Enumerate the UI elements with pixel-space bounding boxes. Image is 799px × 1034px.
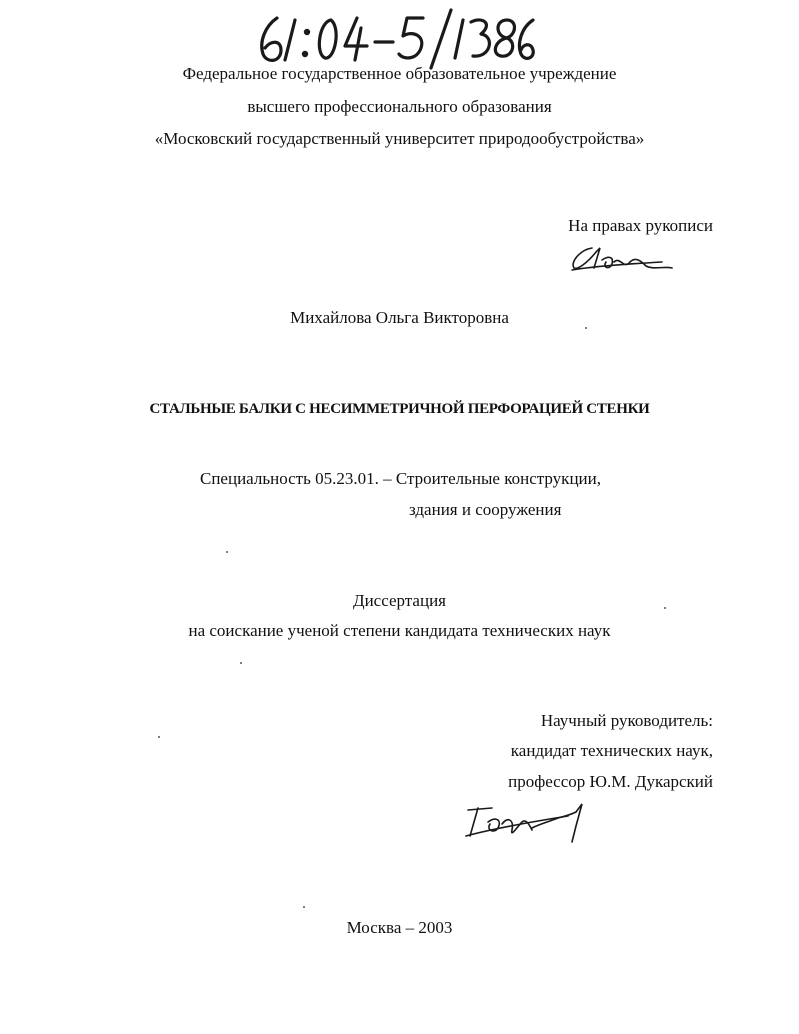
institution-line-1: Федеральное государственное образовательное учреждение [182, 64, 617, 83]
dissertation-degree: на соискание ученой степени кандидата технических наук [188, 621, 611, 640]
scan-speck [158, 736, 160, 738]
scan-speck [226, 551, 228, 553]
scan-speck [303, 906, 305, 908]
institution-line-3: «Московский государственный университет природообустройства» [154, 129, 645, 148]
speciality-line-1: Специальность 05.23.01. – Строительные конструкции, [200, 469, 601, 488]
supervisor-line-3: профессор Ю.М. Дукарский [508, 772, 713, 791]
scan-speck [585, 327, 587, 329]
archive-handwritten-number [255, 8, 535, 70]
speciality-line-2: здания и сооружения [409, 500, 562, 519]
city-year: Москва – 2003 [346, 918, 453, 937]
scan-speck [240, 662, 242, 664]
dissertation-label: Диссертация [352, 591, 446, 610]
signature-drawing [566, 240, 676, 276]
author-signature [566, 240, 676, 276]
author-name: Михайлова Ольга Викторовна [290, 308, 509, 327]
handwritten-number-drawing [255, 8, 535, 70]
supervisor-line-2: кандидат технических наук, [510, 741, 713, 760]
manuscript-note: На правах рукописи [568, 216, 713, 235]
institution-line-2: высшего профессионального образования [247, 97, 552, 116]
supervisor-signature [458, 800, 598, 844]
signature-drawing [458, 800, 598, 844]
supervisor-line-1: Научный руководитель: [540, 711, 713, 730]
dissertation-title: СТАЛЬНЫЕ БАЛКИ С НЕСИММЕТРИЧНОЙ ПЕРФОРАЦИЕЙ СТЕНКИ [149, 401, 650, 417]
scan-speck [664, 607, 666, 609]
